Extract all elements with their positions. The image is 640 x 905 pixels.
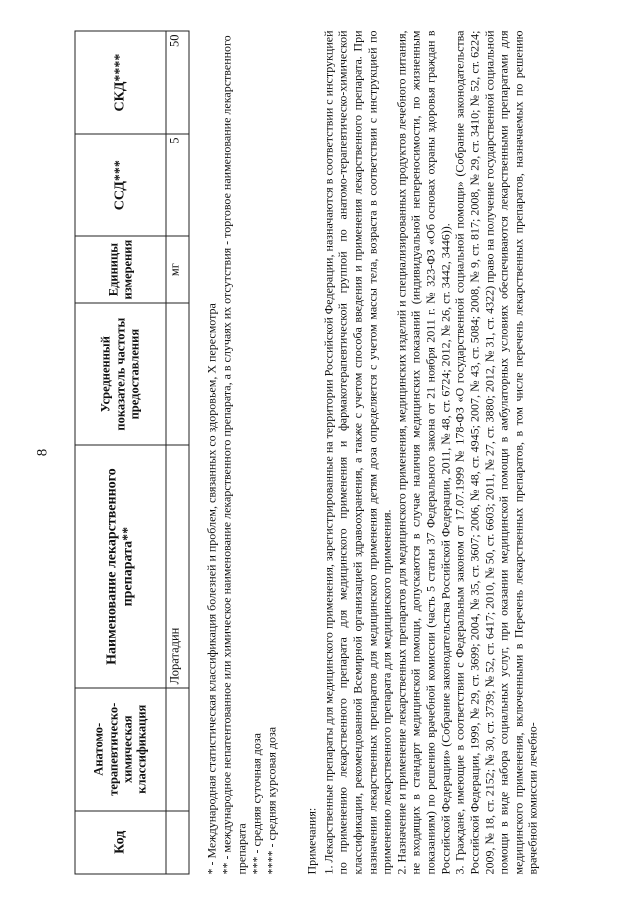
cell-drug-name: Лоратадин	[166, 445, 189, 688]
footnote-2: ** - международное непатентованное или химическое наименование лекарственного препарата, а в случаях их отсутствия - торговое наименование лекарственного препарата	[219, 34, 249, 874]
footnotes	[205, 30, 280, 874]
table-header-row	[75, 31, 166, 874]
header-drug-name: Наименование лекарственного препарата**	[75, 445, 166, 688]
note-3: 3. Граждане, имеющие в соответствии с Федеральным законом от 17.07.1999 № 178-ФЗ «О государственной социальной помощи» (Собрание законодательства Российской Федерации, 1999, № 29, ст. 3699; 2004, № 35, ст. 3607; 2006, № 48, ст. 4945; 2007, № 43, ст. 5084; 2008, № 9, ст. 817; 2008, № 29, ст. 3410; № 52, ст. 6224; 2009, № 18, ст. 2152; № 30, ст. 3739; № 52, ст. 6417; 2010, № 50, ст. 6603; 2011, № 27, ст. 3880; 2012, № 31, ст. 4322) право на получение государственной социальной помощи в виде набора социальных услуг, при оказании медицинской помощи в амбулаторных условиях обеспечиваются лекарственными препаратами для медицинского применения, включенными в Перечень лекарственных препаратов, в том числе перечень лекарственных препаратов, назначаемых по решению врачебной комиссии лечебно-	[452, 30, 540, 874]
header-avg-frequency: Усредненный показатель частоты предоставления	[75, 303, 166, 445]
note-2: 2. Назначение и применение лекарственных препаратов для медицинского применения, медицинских изделий и специализированных продуктов лечебного питания, не входящих в стандарт медицинской помощи, допускаются в случае наличия медицинских показаний (индивидуальной непереносимости, по жизненным показаниям) по решению врачебной комиссии (часть 5 статьи 37 Федерального закона от 21 ноября 2011 г. № 323-ФЗ «Об основах охраны здоровья граждан в Российской Федерации» (Собрание законодательства Российской Федерации, 2011, № 48, ст. 6724; 2012, № 26, ст. 3442, 3446)).	[394, 30, 453, 874]
header-skd: СКД****	[75, 31, 166, 134]
header-atc-class: Анатомо-терапевтическо-химическая классификация	[75, 687, 166, 810]
cell-unit: мг	[166, 236, 189, 303]
cell-ssd: 5	[166, 134, 189, 236]
notes-section	[305, 30, 541, 874]
notes-title: Примечания:	[304, 807, 319, 874]
header-code: Код	[75, 810, 166, 873]
cell-atc-class	[166, 687, 189, 810]
page-number: 8	[34, 448, 51, 456]
footnote-4: **** - средняя курсовая доза	[264, 726, 279, 874]
note-1: 1. Лекарственные препараты для медицинского применения, зарегистрированные на территории Российской Федерации, назначаются в соответствии с инструкцией по применению лекарственного препарата для медицинского применения и фармакотерапевтической группой по анатомо-терапевтическо-химической классификации, рекомендованной Всемирной организацией здравоохранения, а также с учетом способа введения и применения лекарственного препарата. При назначении лекарственных препаратов для медицинского применения детям доза определяется с учетом массы тела, возраста в соответствии с инструкцией по применению лекарственного препарата для медицинского применения.	[321, 30, 394, 874]
footnote-3: *** - средняя суточная доза	[249, 732, 264, 874]
drug-table	[75, 30, 190, 874]
cell-avg-frequency	[166, 303, 189, 445]
header-unit: Единицы измерения	[75, 236, 166, 303]
cell-code	[166, 810, 189, 873]
cell-skd: 50	[166, 31, 189, 134]
table-row	[166, 31, 189, 874]
footnote-1: * - Международная статистическая классификация болезней и проблем, связанных со здоровьем, Х пересмотра	[204, 302, 219, 874]
rotated-page	[33, 22, 608, 882]
header-ssd: ССД***	[75, 134, 166, 236]
